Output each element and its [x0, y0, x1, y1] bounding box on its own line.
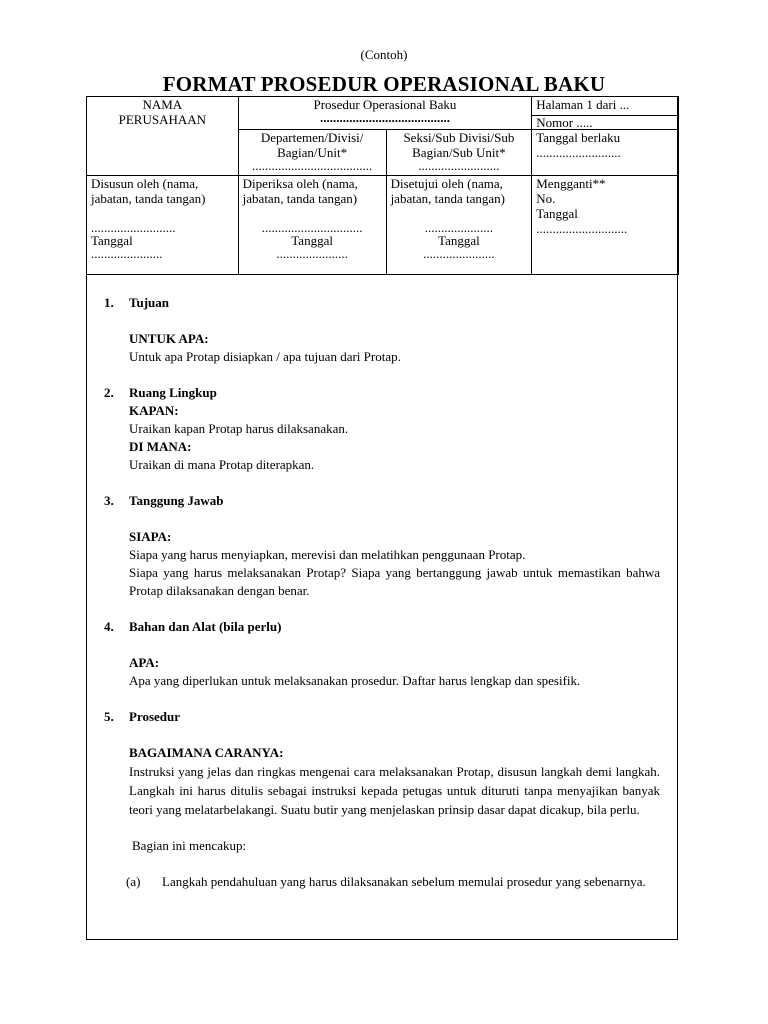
section-number: 1.: [104, 295, 114, 310]
section-question: UNTUK APA:: [129, 331, 209, 346]
company-label-line2: PERUSAHAAN: [118, 112, 207, 127]
replaces-cell: [532, 176, 679, 275]
section-question: DI MANA:: [129, 439, 192, 454]
effective-date-label: Tanggal berlaku: [536, 130, 621, 145]
document-body: [104, 294, 660, 891]
dept-line2: Bagian/Unit*: [277, 145, 348, 160]
replaces-dots: ............................: [536, 221, 628, 236]
effective-date-cell: [532, 130, 679, 176]
section-title: Prosedur: [129, 709, 181, 724]
section-title: Tujuan: [129, 295, 169, 310]
header-table: [86, 96, 679, 275]
section-title: Tanggung Jawab: [129, 493, 224, 508]
page-title: FORMAT PROSEDUR OPERASIONAL BAKU: [162, 72, 606, 96]
page-cell: Halaman 1 dari ...: [532, 97, 679, 116]
section-title: Ruang Lingkup: [129, 385, 217, 400]
replaces-label: Mengganti**: [536, 176, 606, 191]
approved-date-label: Tanggal: [438, 233, 480, 248]
section-cell: [386, 130, 532, 176]
approved-line2: jabatan, tanda tangan): [390, 191, 505, 206]
company-label-line1: NAMA: [142, 97, 183, 112]
section-text: Siapa yang harus melaksanakan Protap? Siapa yang bertanggung jawab untuk memastikan bahwa Protap dilaksanakan dengan benar.: [129, 565, 660, 598]
prepared-line2: jabatan, tanda tangan): [91, 191, 206, 206]
prepared-by-cell: [87, 176, 239, 275]
section-text: Siapa yang harus menyiapkan, merevisi dan melatihkan penggunaan Protap.: [129, 547, 526, 562]
pob-cell: [238, 97, 532, 130]
sample-label: (Contoh): [360, 47, 408, 62]
replaces-no: No.: [536, 191, 556, 206]
prepared-dots: ..........................: [91, 220, 176, 235]
section-materials: [104, 618, 660, 690]
checked-dots: ...............................: [261, 220, 363, 235]
section-title: Bahan dan Alat (bila perlu): [129, 619, 282, 634]
section-text: Untuk apa Protap disiapkan / apa tujuan dari Protap.: [129, 349, 401, 364]
pob-dots: ........................................: [319, 110, 450, 125]
approved-line1: Disetujui oleh (nama,: [390, 176, 503, 191]
checked-line1: Diperiksa oleh (nama,: [242, 176, 358, 191]
pob-label: Prosedur Operasional Baku: [313, 97, 457, 112]
approved-date-dots: ......................: [423, 246, 495, 261]
prepared-date-label: Tanggal: [91, 233, 133, 248]
checked-line2: jabatan, tanda tangan): [242, 191, 358, 206]
approved-by-cell: [386, 176, 532, 275]
checked-date-label: Tanggal: [291, 233, 333, 248]
department-cell: [238, 130, 386, 176]
list-item-label: (a): [126, 874, 141, 889]
company-name-cell: [87, 97, 239, 176]
checked-date-dots: ......................: [276, 246, 348, 261]
section-text: Uraikan kapan Protap harus dilaksanakan.: [129, 421, 349, 436]
effective-date-dots: ..........................: [536, 145, 621, 160]
prepared-date-dots: ......................: [91, 246, 163, 261]
checked-by-cell: [238, 176, 386, 275]
section-purpose: [104, 294, 660, 366]
section-number: 2.: [104, 385, 114, 400]
list-item: [126, 873, 660, 891]
section-question: BAGAIMANA CARANYA:: [129, 745, 284, 760]
section-number: 5.: [104, 709, 114, 724]
dept-line1: Departemen/Divisi/: [260, 130, 364, 145]
prepared-line1: Disusun oleh (nama,: [91, 176, 199, 191]
number-cell: Nomor .....: [532, 116, 679, 130]
section-responsibility: [104, 492, 660, 600]
section-line1: Seksi/Sub Divisi/Sub: [403, 130, 515, 145]
section-includes: Bagian ini mencakup:: [132, 838, 247, 853]
section-question: APA:: [129, 655, 160, 670]
section-question: KAPAN:: [129, 403, 179, 418]
section-dots: .........................: [418, 158, 500, 173]
list-item-text: Langkah pendahuluan yang harus dilaksanakan sebelum memulai prosedur yang sebenarnya.: [162, 874, 646, 889]
section-scope: [104, 384, 660, 474]
section-text: Apa yang diperlukan untuk melaksanakan prosedur. Daftar harus lengkap dan spesifik.: [129, 673, 581, 688]
approved-dots: .....................: [424, 220, 494, 235]
section-procedure: [104, 708, 660, 891]
section-number: 4.: [104, 619, 114, 634]
replaces-date: Tanggal: [536, 206, 578, 221]
dept-dots: .....................................: [251, 158, 373, 173]
section-number: 3.: [104, 493, 114, 508]
section-text: Instruksi yang jelas dan ringkas mengenai cara melaksanakan Protap, disusun langkah demi langkah. Langkah ini harus ditulis sebagai instruksi kepada petugas untuk dituruti tanpa menyajikan banyak teori yang melatarbelakangi. Suatu butir yang menjelaskan prinsip dasar dapat dicakup, bila perlu.: [129, 764, 660, 817]
section-question: SIAPA:: [129, 529, 172, 544]
section-line2: Bagian/Sub Unit*: [412, 145, 506, 160]
section-text: Uraikan di mana Protap diterapkan.: [129, 457, 315, 472]
